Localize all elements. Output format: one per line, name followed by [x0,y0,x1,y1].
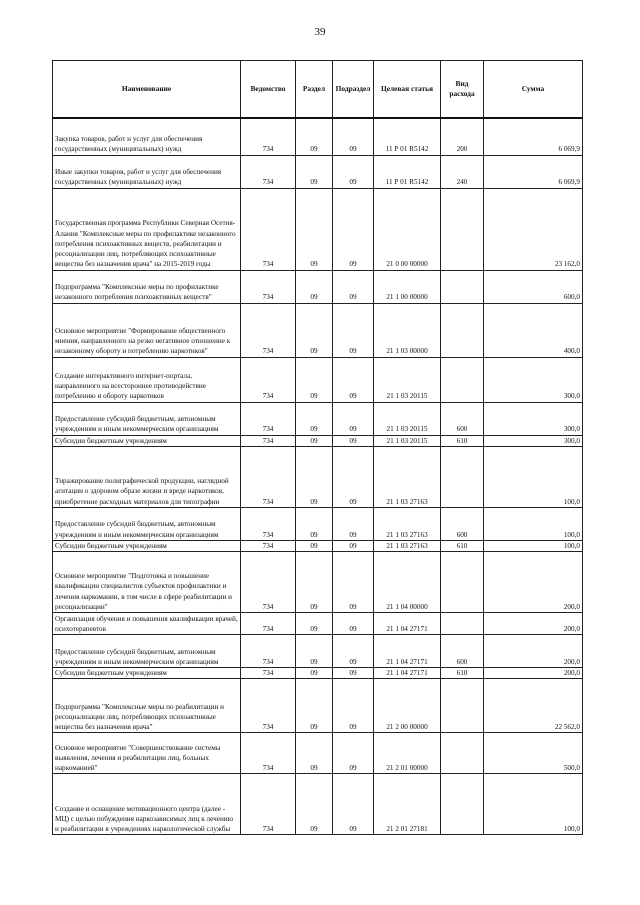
row-name: Предоставление субсидий бюджетным, автономным учреждениям и иным некоммерческим организациям [53,634,241,667]
row-exp-type: 610 [441,540,484,551]
row-exp-type [441,303,484,357]
budget-table [52,60,583,835]
row-sum: 500,0 [484,733,583,774]
row-subsection: 09 [333,118,374,155]
row-sum: 100,0 [484,507,583,540]
row-section: 09 [296,540,333,551]
row-sum: 200,0 [484,612,583,634]
row-subsection: 09 [333,270,374,303]
row-dept: 734 [241,155,296,188]
col-header-dept: Ведомство [241,61,296,119]
table-row [53,540,583,551]
row-exp-type: 610 [441,667,484,678]
row-section: 09 [296,507,333,540]
row-sum: 200,0 [484,551,583,612]
row-dept: 734 [241,667,296,678]
row-sum: 6 069,9 [484,118,583,155]
row-exp-type: 610 [441,435,484,446]
row-dept: 734 [241,446,296,507]
row-target: 21 1 04 27171 [374,612,441,634]
row-section: 09 [296,733,333,774]
table-row [53,507,583,540]
row-name: Субсидии бюджетным учреждениям [53,667,241,678]
table-row [53,446,583,507]
row-exp-type [441,357,484,402]
row-exp-type [441,270,484,303]
row-section: 09 [296,155,333,188]
row-sum: 200,0 [484,634,583,667]
row-subsection: 09 [333,551,374,612]
row-sum: 300,0 [484,357,583,402]
row-dept: 734 [241,679,296,733]
row-subsection: 09 [333,446,374,507]
row-name: Субсидии бюджетным учреждениям [53,540,241,551]
row-sum: 400,0 [484,303,583,357]
row-subsection: 09 [333,357,374,402]
table-row [53,733,583,774]
table-row [53,612,583,634]
page-number: 39 [314,26,326,38]
row-subsection: 09 [333,303,374,357]
row-section: 09 [296,118,333,155]
row-sum: 600,0 [484,270,583,303]
row-subsection: 09 [333,733,374,774]
row-section: 09 [296,303,333,357]
row-dept: 734 [241,634,296,667]
row-exp-type [441,774,484,835]
row-exp-type: 600 [441,634,484,667]
row-exp-type [441,733,484,774]
row-name: Основное мероприятие "Формирование общественного мнения, направленного на резко негативное отношение к незаконному обороту и потреблению наркотиков" [53,303,241,357]
table-row [53,435,583,446]
col-header-sum: Сумма [484,61,583,119]
row-sum: 100,0 [484,446,583,507]
col-header-name: Наименование [53,61,241,119]
row-subsection: 09 [333,667,374,678]
table-row [53,188,583,270]
row-target: 21 1 03 00000 [374,303,441,357]
row-target: 21 2 01 00000 [374,733,441,774]
row-section: 09 [296,667,333,678]
row-name: Создание и оснащение мотивационного центра (далее - МЦ) с целью побуждения наркозависимых лиц к лечению и реабилитации в учреждениях наркологической службы [53,774,241,835]
row-section: 09 [296,188,333,270]
row-target: 21 1 03 20115 [374,435,441,446]
row-dept: 734 [241,270,296,303]
row-name: Тиражирование полиграфической продукции, наглядной агитации о здоровом образе жизни и вреде наркотиков, приобретение расходных материалов для типографии [53,446,241,507]
row-target: 21 1 04 27171 [374,634,441,667]
row-sum: 300,0 [484,435,583,446]
table-row [53,634,583,667]
table-row [53,551,583,612]
table-row [53,774,583,835]
table-row [53,402,583,435]
row-exp-type: 200 [441,118,484,155]
row-subsection: 09 [333,435,374,446]
row-sum: 23 162,0 [484,188,583,270]
row-dept: 734 [241,612,296,634]
row-subsection: 09 [333,402,374,435]
row-target: 21 1 04 27171 [374,667,441,678]
table-row [53,679,583,733]
row-section: 09 [296,679,333,733]
row-dept: 734 [241,774,296,835]
row-section: 09 [296,774,333,835]
table-row [53,357,583,402]
row-sum: 22 562,0 [484,679,583,733]
row-subsection: 09 [333,634,374,667]
row-dept: 734 [241,303,296,357]
col-header-target: Целевая статья [374,61,441,119]
row-section: 09 [296,270,333,303]
table-row [53,270,583,303]
row-name: Подпрограмма "Комплексные меры по профилактике незаконного потребления психоактивных веществ" [53,270,241,303]
row-target: 21 1 03 27163 [374,540,441,551]
row-dept: 734 [241,551,296,612]
row-exp-type [441,612,484,634]
row-exp-type: 600 [441,402,484,435]
row-subsection: 09 [333,612,374,634]
row-dept: 734 [241,402,296,435]
row-exp-type [441,188,484,270]
row-name: Основное мероприятие "Совершенствование системы выявления, лечения и реабилитации лиц, больных наркоманией" [53,733,241,774]
row-section: 09 [296,402,333,435]
row-section: 09 [296,357,333,402]
row-target: 21 0 00 00000 [374,188,441,270]
row-exp-type [441,446,484,507]
row-subsection: 09 [333,540,374,551]
row-target: 21 1 03 27163 [374,507,441,540]
table-row [53,303,583,357]
row-target: 11 Р 01 R5142 [374,118,441,155]
row-section: 09 [296,435,333,446]
col-header-exp-type: Вид расхода [441,61,484,119]
row-subsection: 09 [333,679,374,733]
row-sum: 300,0 [484,402,583,435]
row-sum: 100,0 [484,540,583,551]
row-name: Закупка товаров, работ и услуг для обеспечения государственных (муниципальных) нужд [53,118,241,155]
row-target: 21 2 00 00000 [374,679,441,733]
row-name: Государственная программа Республики Северная Осетия-Алания "Комплексные меры по профилактике незаконного потребления психоактивных веществ, реабилитации и ресоциализации лиц, потребляющих психоактивные вещества без назначения врача" на 2015-2019 годы [53,188,241,270]
row-dept: 734 [241,188,296,270]
row-exp-type: 600 [441,507,484,540]
row-section: 09 [296,634,333,667]
row-name: Предоставление субсидий бюджетным, автономным учреждениям и иным некоммерческим организациям [53,402,241,435]
row-name: Иные закупки товаров, работ и услуг для обеспечения государственных (муниципальных) нужд [53,155,241,188]
row-sum: 6 069,9 [484,155,583,188]
row-name: Предоставление субсидий бюджетным, автономным учреждениям и иным некоммерческим организациям [53,507,241,540]
row-section: 09 [296,551,333,612]
row-name: Основное мероприятие "Подготовка и повышение квалификации специалистов субъектов профилактики и лечения наркомании, в том числе в сфере реабилитации и ресоциализации" [53,551,241,612]
row-dept: 734 [241,435,296,446]
row-name: Субсидии бюджетным учреждениям [53,435,241,446]
col-header-section: Раздел [296,61,333,119]
row-dept: 734 [241,118,296,155]
table-row [53,155,583,188]
row-name: Подпрограмма "Комплексные меры по реабилитации и ресоциализации лиц, потребляющих психоактивные вещества без назначения врача" [53,679,241,733]
row-target: 21 1 03 20115 [374,402,441,435]
row-subsection: 09 [333,507,374,540]
table-row [53,667,583,678]
row-subsection: 09 [333,188,374,270]
row-dept: 734 [241,357,296,402]
row-sum: 200,0 [484,667,583,678]
row-name: Организация обучения и повышения квалификации врачей, психотерапевтов [53,612,241,634]
row-target: 21 2 01 27181 [374,774,441,835]
row-dept: 734 [241,733,296,774]
row-target: 21 1 03 20115 [374,357,441,402]
row-target: 21 1 03 27163 [374,446,441,507]
row-name: Создание интерактивного интернет-портала, направленного на всестороннее противодействие потреблению и обороту наркотиков [53,357,241,402]
col-header-subsection: Подраздел [333,61,374,119]
row-subsection: 09 [333,155,374,188]
table-row [53,118,583,155]
row-exp-type [441,551,484,612]
row-sum: 100,0 [484,774,583,835]
row-section: 09 [296,612,333,634]
row-subsection: 09 [333,774,374,835]
row-dept: 734 [241,540,296,551]
row-target: 11 Р 01 R5142 [374,155,441,188]
row-exp-type [441,679,484,733]
row-target: 21 1 00 00000 [374,270,441,303]
row-dept: 734 [241,507,296,540]
row-exp-type: 240 [441,155,484,188]
table-header-row [53,61,583,119]
row-section: 09 [296,446,333,507]
row-target: 21 1 04 00000 [374,551,441,612]
